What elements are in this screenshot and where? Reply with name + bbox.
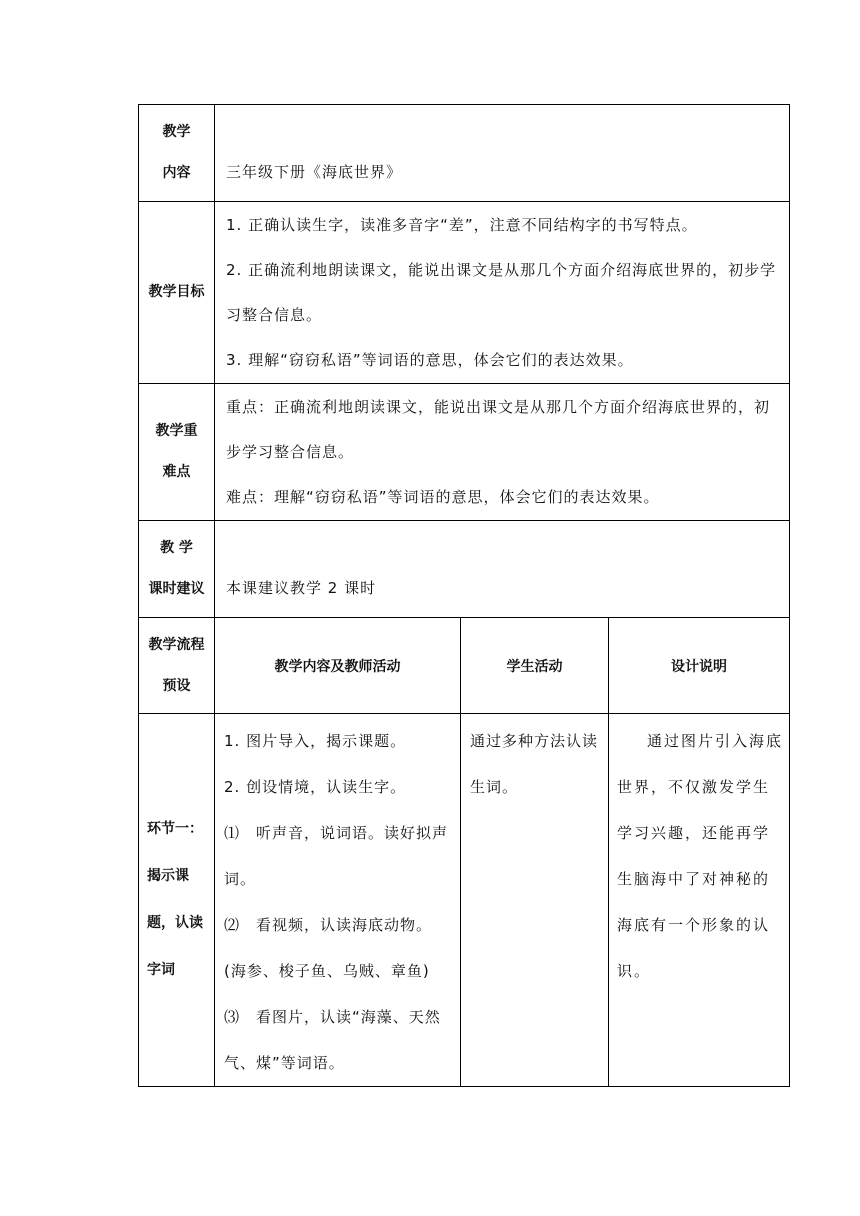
label-teaching-goals: 教学目标	[139, 202, 215, 384]
header-student-activity: 学生活动	[461, 618, 609, 714]
row-flow-header	[139, 618, 790, 714]
difficult-point: 难点：理解“窃窃私语”等词语的意思，体会它们的表达效果。	[226, 487, 660, 506]
stage-1-step-1: 1. 图片导入，揭示课题。	[224, 732, 407, 750]
row-teaching-content	[139, 105, 790, 202]
goal-item-3: 3. 理解“窃窃私语”等词语的意思，体会它们的表达效果。	[226, 350, 634, 369]
goal-item-2: 2. 正确流利地朗读课文，能说出课文是从那几个方面介绍海底世界的，初步学习整合信息。	[226, 260, 777, 324]
row-stage-1	[139, 714, 790, 1087]
stage-1-step-2a: ⑴ 听声音，说词语。读好拟声词。	[224, 824, 449, 888]
stage-1-step-2c: ⑶ 看图片，认读“海藻、天然气、煤”等词语。	[224, 1008, 441, 1072]
row-class-hours	[139, 521, 790, 618]
goal-item-1: 1. 正确认读生字，读准多音字“差”，注意不同结构字的书写特点。	[226, 215, 698, 234]
row-key-difficult-points	[139, 384, 790, 521]
lesson-plan-table	[138, 104, 790, 1087]
header-teacher-activity: 教学内容及教师活动	[215, 618, 461, 714]
key-difficult-points-list	[215, 384, 790, 521]
row-teaching-goals	[139, 202, 790, 384]
label-stage-1: 环节一： 揭示课 题，认读 字词	[139, 714, 215, 1087]
key-point: 重点：正确流利地朗读课文，能说出课文是从那几个方面介绍海底世界的，初步学习整合信息。	[226, 397, 771, 461]
label-key-difficult-points: 教学重 难点	[139, 384, 215, 521]
teaching-goals-list	[215, 202, 790, 384]
stage-1-design-notes: 通过图片引入海底世界，不仅激发学生学习兴趣，还能再学生脑海中了对神秘的海底有一个形象的认识。	[609, 714, 790, 1087]
class-hours-value	[215, 521, 790, 618]
class-hours-text: 本课建议教学 2 课时	[226, 578, 377, 597]
teaching-content-value	[215, 105, 790, 202]
stage-1-step-2: 2. 创设情境，认读生字。	[224, 778, 407, 796]
label-teaching-flow: 教学流程 预设	[139, 618, 215, 714]
stage-1-teacher-activity	[215, 714, 461, 1087]
label-teaching-content: 教学 内容	[139, 105, 215, 202]
stage-1-student-activity: 通过多种方法认读生词。	[461, 714, 609, 1087]
header-design-notes: 设计说明	[609, 618, 790, 714]
lesson-title: 三年级下册《海底世界》	[226, 162, 403, 181]
label-class-hours: 教 学 课时建议	[139, 521, 215, 618]
stage-1-step-2b: ⑵ 看视频，认读海底动物。(海参、梭子鱼、乌贼、章鱼)	[224, 916, 433, 980]
